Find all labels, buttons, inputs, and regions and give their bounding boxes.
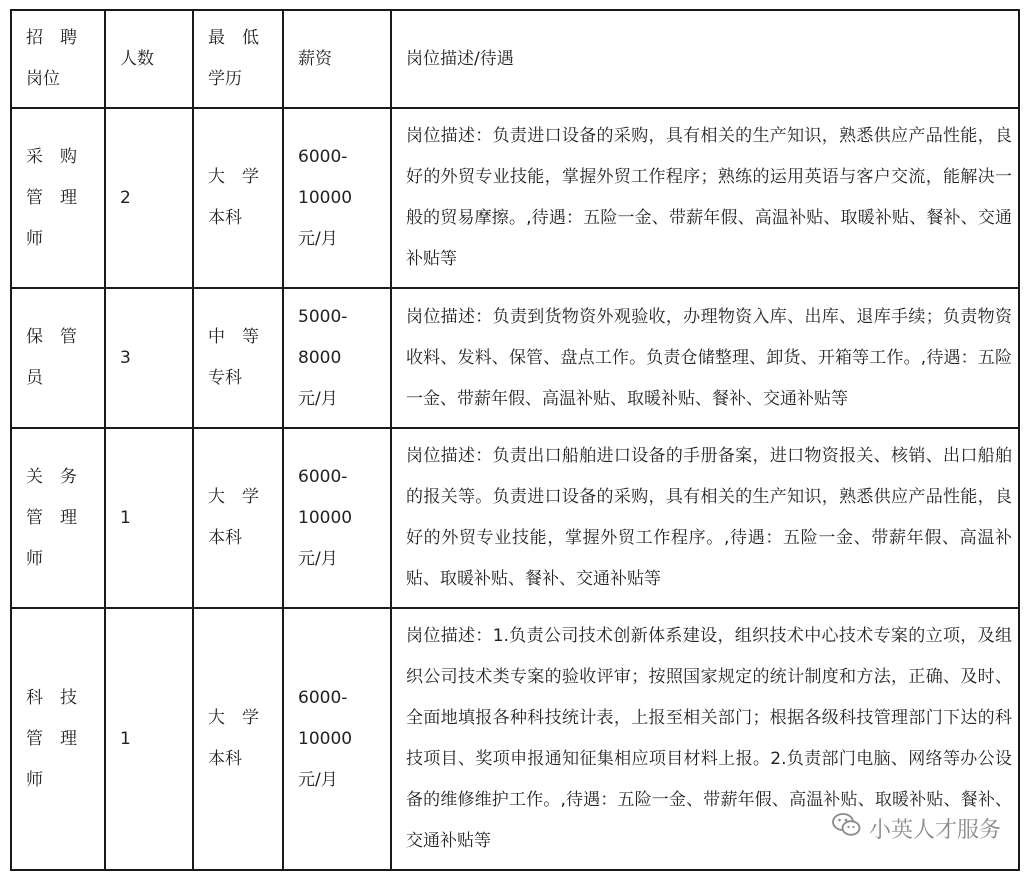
count-cell: 2 xyxy=(105,108,193,288)
description-cell: 岗位描述：负责进口设备的采购，具有相关的生产知识，熟悉供应产品性能，良好的外贸专业技能，掌握外贸工作程序；熟练的运用英语与客户交流，能解决一般的贸易摩擦。,待遇：五险一金、带薪年假、高温补贴、取暖补贴、餐补、交通补贴等 xyxy=(391,108,1019,288)
table-row xyxy=(11,108,1019,288)
position-cell: 科 技 管 理 师 xyxy=(11,608,105,870)
position-cell: 采 购 管 理 师 xyxy=(11,108,105,288)
count-cell: 1 xyxy=(105,428,193,608)
position-cell: 关 务 管 理 师 xyxy=(11,428,105,608)
table-row xyxy=(11,428,1019,608)
count-cell: 3 xyxy=(105,288,193,428)
education-cell: 大 学 本科 xyxy=(193,428,283,608)
header-education: 最 低 学历 xyxy=(193,10,283,108)
description-cell: 岗位描述：1.负责公司技术创新体系建设，组织技术中心技术专案的立项，及组织公司技术类专案的验收评审；按照国家规定的统计制度和方法，正确、及时、全面地填报各种科技统计表，上报至相关部门；根据各级科技管理部门下达的科技项目、奖项申报通知征集相应项目材料上报。2.负责部门电脑、网络等办公设备的维修维护工作。,待遇：五险一金、带薪年假、高温补贴、取暖补贴、餐补、交通补贴等 xyxy=(391,608,1019,870)
watermark-text: 小英人才服务 xyxy=(868,817,1001,843)
description-cell: 岗位描述：负责出口船舶进口设备的手册备案，进口物资报关、核销、出口船舶的报关等。负责进口设备的采购，具有相关的生产知识，熟悉供应产品性能，良好的外贸专业技能，掌握外贸工作程序。,待遇：五险一金、带薪年假、高温补贴、取暖补贴、餐补、交通补贴等 xyxy=(391,428,1019,608)
salary-cell: 5000- 8000 元/月 xyxy=(283,288,391,428)
education-cell: 大 学 本科 xyxy=(193,608,283,870)
count-cell: 1 xyxy=(105,608,193,870)
header-position: 招 聘 岗位 xyxy=(11,10,105,108)
table-header-row xyxy=(11,10,1019,108)
salary-cell: 6000- 10000 元/月 xyxy=(283,108,391,288)
education-cell: 中 等 专科 xyxy=(193,288,283,428)
education-cell: 大 学 本科 xyxy=(193,108,283,288)
header-salary: 薪资 xyxy=(283,10,391,108)
salary-cell: 6000- 10000 元/月 xyxy=(283,608,391,870)
table-row xyxy=(11,288,1019,428)
recruitment-table xyxy=(10,9,1020,871)
salary-cell: 6000- 10000 元/月 xyxy=(283,428,391,608)
description-cell: 岗位描述：负责到货物资外观验收，办理物资入库、出库、退库手续；负责物资收料、发料、保管、盘点工作。负责仓储整理、卸货、开箱等工作。,待遇：五险一金、带薪年假、高温补贴、取暖补贴、餐补、交通补贴等 xyxy=(391,288,1019,428)
wechat-icon xyxy=(831,812,861,844)
header-count: 人数 xyxy=(105,10,193,108)
header-description: 岗位描述/待遇 xyxy=(391,10,1019,108)
watermark xyxy=(831,812,1001,844)
position-cell: 保 管 员 xyxy=(11,288,105,428)
